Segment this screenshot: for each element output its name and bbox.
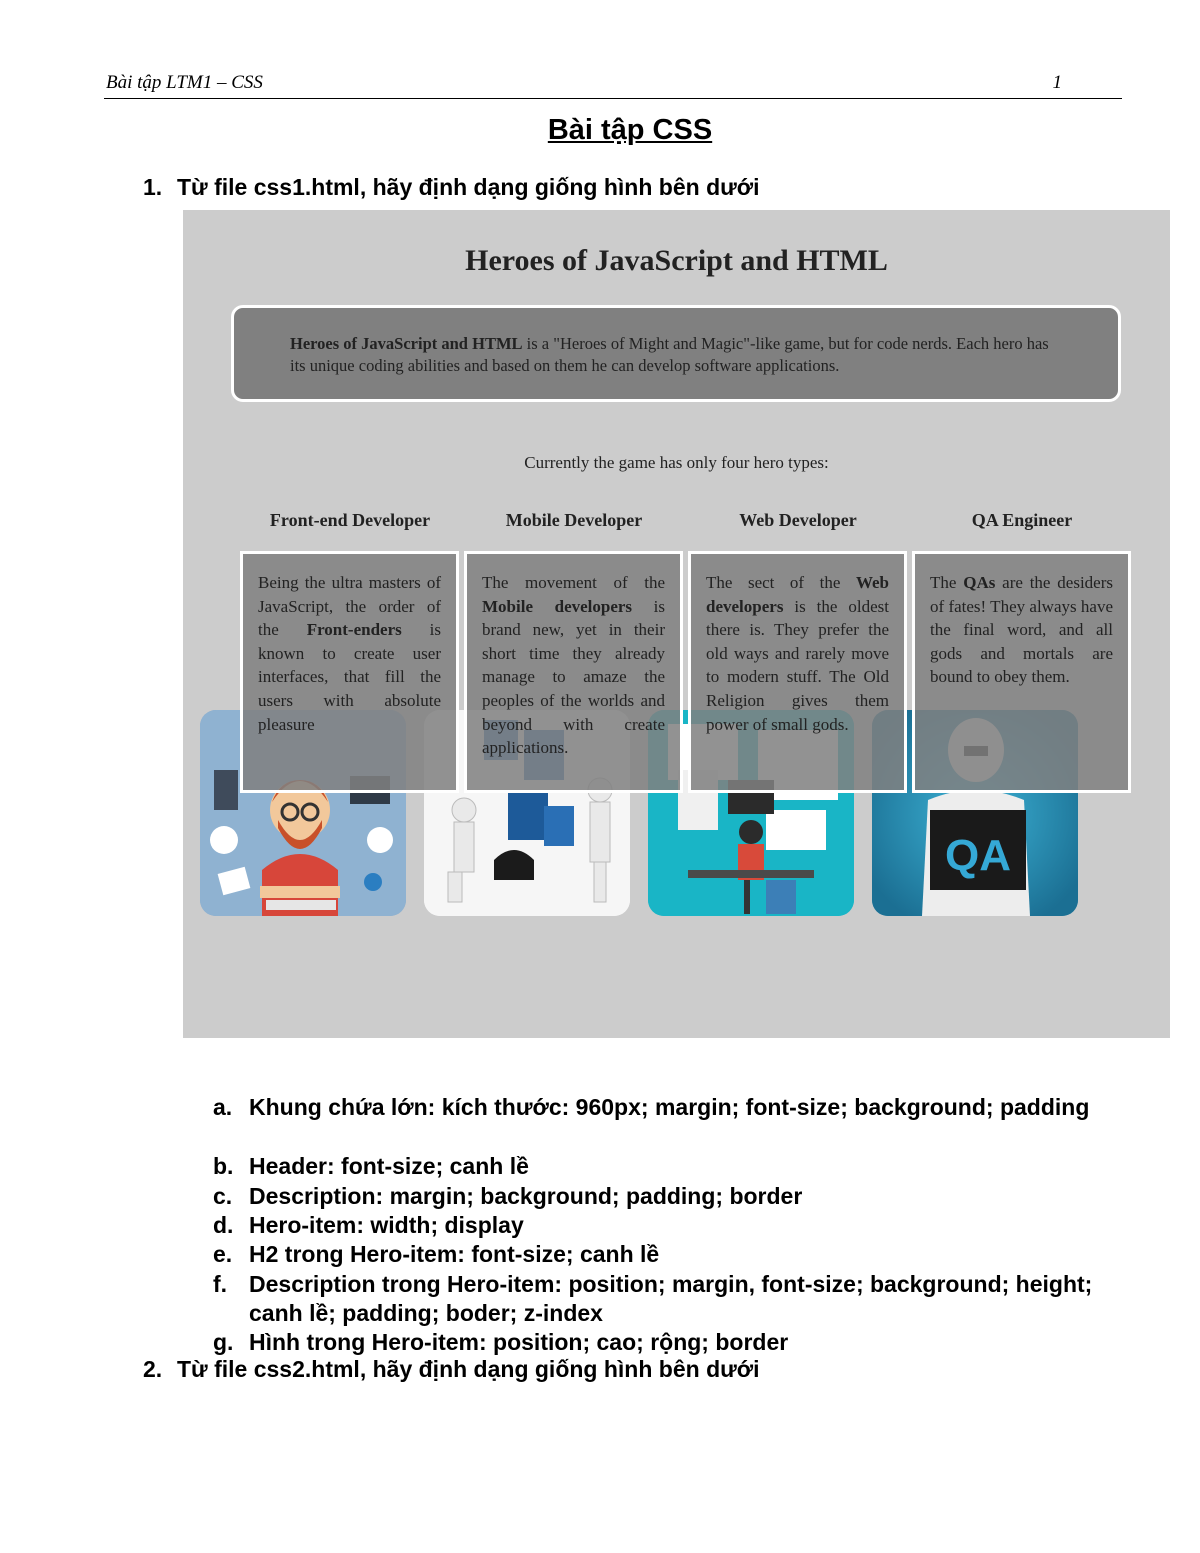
list-item-letter: e. [213, 1241, 233, 1267]
hero-title-qa: QA Engineer [971, 510, 1073, 530]
list-item-text: Khung chứa lớn: kích thước: 960px; margin; font-size; background; padding [249, 1094, 1090, 1120]
hero-description-mobile [464, 551, 683, 793]
hero-description-text: The movement of the [482, 573, 665, 592]
hero-description-bold: Front-enders [306, 620, 402, 640]
list-item-letter: g. [213, 1329, 234, 1355]
hero-description-text: Being the ultra masters of JavaScript, the order of the [258, 573, 441, 640]
hero-description-bold: QAs [963, 573, 996, 592]
hero-description-front-end [240, 551, 459, 793]
hero-description-text: is known to create user interfaces, that fill the users with absolute pleasure [258, 620, 441, 734]
list-item-text: Description: margin; background; padding; border [249, 1183, 803, 1209]
hero-title-mobile: Mobile Developer [505, 510, 643, 530]
svg-text:QA: QA [945, 831, 1011, 880]
list-item-letter: a. [213, 1094, 233, 1120]
description-bold: Heroes of JavaScript and HTML [290, 334, 523, 353]
hero-title-web: Web Developer [739, 510, 857, 530]
hero-description-bold: Mobile developers [482, 596, 633, 616]
list-item-text: Header: font-size; canh lề [249, 1153, 529, 1179]
hero-description-text: are the desiders of fates! They always have the final word, and all gods and mortals are bound to obey them. [930, 573, 1113, 687]
hero-description-qa [912, 551, 1131, 793]
list-item-letter: b. [213, 1153, 234, 1179]
hero-description-bold: Web developers [706, 573, 889, 616]
hero-types-lead: Currently the game has only four hero types: [524, 453, 829, 472]
question-2 [143, 1356, 760, 1383]
hero-description-text: The [930, 573, 964, 592]
question-2-number: 2. [143, 1356, 163, 1382]
question-1 [143, 174, 760, 201]
list-item-text: H2 trong Hero-item: font-size; canh lề [249, 1241, 660, 1267]
page-number: 1 [1052, 72, 1062, 93]
running-header [104, 72, 1122, 99]
list-item-text: Hero-item: width; display [249, 1212, 524, 1238]
hero-description-text: The sect of the [706, 573, 856, 592]
hero-description-text: is the oldest there is. They prefer the old ways and rarely move to modern stuff. The Old Religion gives them power of small gods. [706, 596, 889, 734]
running-header-title: Bài tập LTM1 – CSS [106, 72, 263, 93]
question-1-text: Từ file css1.html, hãy định dạng giống hình bên dưới [177, 174, 760, 200]
example-screenshot [183, 210, 1170, 1038]
description-text: is a "Heroes of Might and Magic"-like game, but for code nerds. Each hero has its unique coding abilities and based on them he can develop software applications. [290, 334, 1049, 375]
screenshot-heading: Heroes of JavaScript and HTML [465, 244, 888, 277]
question-1-number: 1. [143, 174, 163, 200]
list-item-letter: d. [213, 1212, 234, 1238]
hero-title-front-end: Front-end Developer [269, 510, 431, 530]
screenshot-description-box [231, 305, 1121, 402]
list-item-text: Description trong Hero-item: position; margin, font-size; background; height; canh lề; padding; boder; z-index [249, 1271, 1093, 1326]
hero-description-text: is brand new, yet in their short time they already manage to amaze the peoples of the worlds and beyond with create applications. [482, 596, 666, 758]
list-item-text: Hình trong Hero-item: position; cao; rộng; border [249, 1329, 789, 1355]
list-item-letter: c. [213, 1183, 233, 1209]
document-title: Bài tập CSS [547, 114, 713, 146]
question-2-text: Từ file css2.html, hãy định dạng giống hình bên dưới [177, 1356, 760, 1382]
hero-description-web [688, 551, 907, 793]
list-item-letter: f. [213, 1271, 228, 1297]
